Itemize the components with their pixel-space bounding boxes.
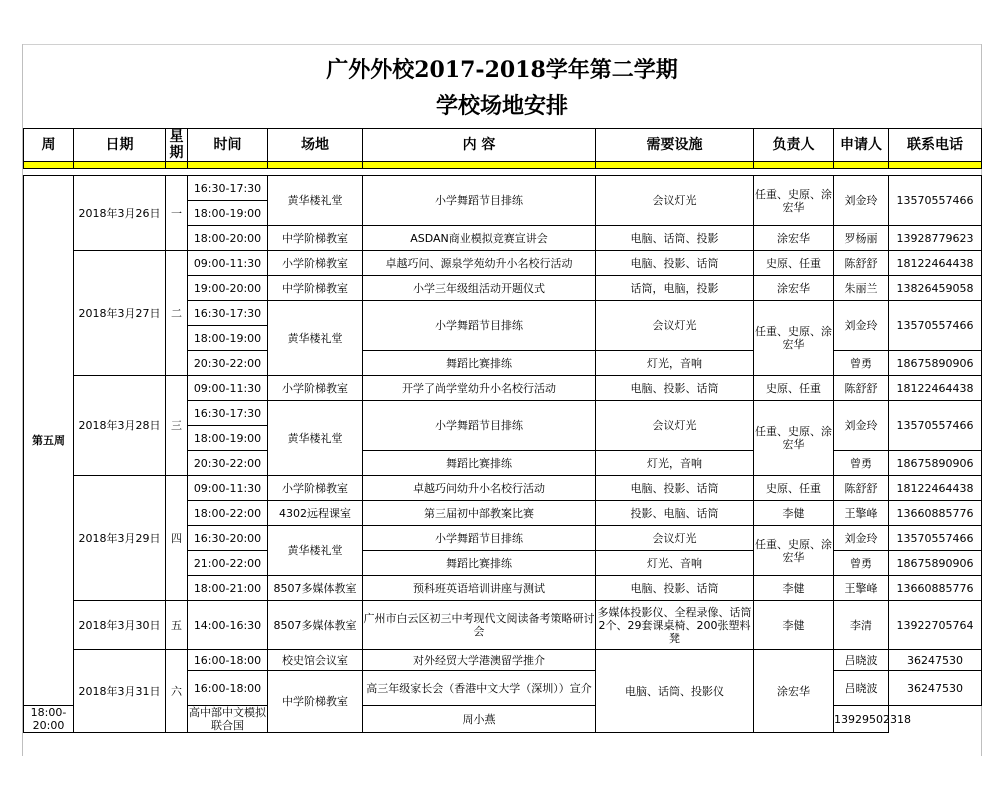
venue-cell: 小学阶梯教室 (268, 376, 363, 401)
date-cell: 2018年3月31日 (74, 650, 166, 733)
manager-cell: 任重、史原、涂宏华 (754, 176, 834, 226)
equipment-cell: 会议灯光 (596, 301, 754, 351)
equipment-cell: 电脑、话筒、投影 (596, 226, 754, 251)
table-row (24, 251, 982, 276)
content-cell: 高三年级家长会（香港中文大学（深圳））宣介 (363, 671, 596, 706)
equipment-cell: 灯光，音响 (596, 351, 754, 376)
phone-cell: 13922705764 (889, 601, 982, 650)
date-cell: 2018年3月26日 (74, 176, 166, 251)
content-cell: 舞蹈比赛排练 (363, 551, 596, 576)
weekday-cell: 五 (166, 601, 188, 650)
schedule-table (23, 128, 982, 733)
weekday-cell: 六 (166, 650, 188, 733)
manager-cell: 涂宏华 (754, 650, 834, 733)
time-cell: 18:00-22:00 (188, 501, 268, 526)
phone-cell: 36247530 (889, 650, 982, 671)
applicant-cell: 陈舒舒 (834, 251, 889, 276)
content-cell: 对外经贸大学港澳留学推介 (363, 650, 596, 671)
weekday-cell: 四 (166, 476, 188, 601)
time-cell: 16:00-18:00 (188, 671, 268, 706)
time-cell: 21:00-22:00 (188, 551, 268, 576)
content-cell: 舞蹈比赛排练 (363, 351, 596, 376)
time-cell: 20:30-22:00 (188, 451, 268, 476)
venue-cell: 黄华楼礼堂 (268, 526, 363, 576)
venue-cell: 小学阶梯教室 (268, 476, 363, 501)
date-cell: 2018年3月30日 (74, 601, 166, 650)
phone-cell: 18122464438 (889, 476, 982, 501)
equipment-cell: 电脑、话筒、投影仪 (596, 650, 754, 733)
phone-cell: 13660885776 (889, 576, 982, 601)
title-area (23, 44, 981, 129)
applicant-cell: 曾勇 (834, 551, 889, 576)
time-cell: 16:30-17:30 (188, 401, 268, 426)
time-cell: 18:00-20:00 (24, 706, 74, 733)
applicant-cell: 罗杨丽 (834, 226, 889, 251)
time-cell: 09:00-11:30 (188, 376, 268, 401)
header-highlight-row (24, 162, 982, 169)
weekday-cell: 一 (166, 176, 188, 251)
venue-cell: 8507多媒体教室 (268, 601, 363, 650)
equipment-cell: 电脑、投影、话筒 (596, 476, 754, 501)
content-cell: 第三届初中部教案比赛 (363, 501, 596, 526)
equipment-cell: 会议灯光 (596, 526, 754, 551)
time-cell: 18:00-21:00 (188, 576, 268, 601)
equipment-cell: 电脑、投影、话筒 (596, 376, 754, 401)
applicant-cell: 曾勇 (834, 451, 889, 476)
header-time: 时间 (188, 129, 268, 162)
phone-cell: 13570557466 (889, 401, 982, 451)
content-cell: 小学三年级组活动开题仪式 (363, 276, 596, 301)
header-week: 周 (24, 129, 74, 162)
weekday-cell: 三 (166, 376, 188, 476)
time-cell: 18:00-19:00 (188, 326, 268, 351)
header-weekday: 星期 (166, 129, 188, 162)
venue-cell: 黄华楼礼堂 (268, 301, 363, 376)
content-cell: 开学了尚学堂幼升小名校行活动 (363, 376, 596, 401)
content-cell: 小学舞蹈节目排练 (363, 301, 596, 351)
equipment-cell: 多媒体投影仪、全程录像、话筒2个、29套课桌椅、200张塑料凳 (596, 601, 754, 650)
table-row (24, 476, 982, 501)
applicant-cell: 刘金玲 (834, 401, 889, 451)
content-cell: 广州市白云区初三中考现代文阅读备考策略研讨会 (363, 601, 596, 650)
page-title: 广外外校2017-2018学年第二学期 (326, 57, 678, 83)
venue-cell: 4302远程课室 (268, 501, 363, 526)
applicant-cell: 王擎峰 (834, 576, 889, 601)
applicant-cell: 刘金玲 (834, 526, 889, 551)
phone-cell: 13928779623 (889, 226, 982, 251)
applicant-cell: 刘金玲 (834, 301, 889, 351)
time-cell: 14:00-16:30 (188, 601, 268, 650)
time-cell: 09:00-11:30 (188, 476, 268, 501)
content-cell: 卓越巧问、源泉学苑幼升小名校行活动 (363, 251, 596, 276)
manager-cell: 史原、任重 (754, 251, 834, 276)
header-content: 内 容 (363, 129, 596, 162)
content-cell: 高中部中文模拟联合国 (189, 706, 266, 732)
venue-cell: 8507多媒体教室 (268, 576, 363, 601)
applicant-cell: 刘金玲 (834, 176, 889, 226)
date-cell: 2018年3月29日 (74, 476, 166, 601)
phone-cell: 18122464438 (889, 376, 982, 401)
equipment-cell: 会议灯光 (596, 401, 754, 451)
time-cell: 16:00-18:00 (188, 650, 268, 671)
phone-cell: 18675890906 (889, 551, 982, 576)
time-cell: 19:00-20:00 (188, 276, 268, 301)
applicant-cell: 吕晓波 (834, 650, 889, 671)
manager-cell: 任重、史原、涂宏华 (754, 526, 834, 576)
manager-cell: 李健 (754, 601, 834, 650)
content-cell: 小学舞蹈节目排练 (363, 526, 596, 551)
applicant-cell: 陈舒舒 (834, 376, 889, 401)
venue-cell: 中学阶梯教室 (268, 226, 363, 251)
equipment-cell: 电脑、投影、话筒 (596, 251, 754, 276)
header-row (24, 129, 982, 162)
equipment-cell: 话筒，电脑，投影 (596, 276, 754, 301)
equipment-cell: 灯光、音响 (596, 551, 754, 576)
table-row (24, 176, 982, 201)
applicant-cell: 陈舒舒 (834, 476, 889, 501)
header-venue: 场地 (268, 129, 363, 162)
applicant-cell: 曾勇 (834, 351, 889, 376)
page-subtitle: 学校场地安排 (435, 93, 568, 119)
time-cell: 18:00-20:00 (188, 226, 268, 251)
venue-cell: 小学阶梯教室 (268, 251, 363, 276)
manager-cell: 史原、任重 (754, 476, 834, 501)
time-cell: 16:30-17:30 (188, 301, 268, 326)
manager-cell: 涂宏华 (754, 226, 834, 251)
manager-cell: 涂宏华 (754, 276, 834, 301)
venue-cell: 校史馆会议室 (268, 650, 363, 671)
phone-cell: 13570557466 (889, 301, 982, 351)
applicant-cell: 吕晓波 (834, 671, 889, 706)
phone-cell: 13570557466 (889, 526, 982, 551)
week-label: 第五周 (24, 176, 74, 706)
phone-cell: 18122464438 (889, 251, 982, 276)
time-cell: 18:00-19:00 (188, 201, 268, 226)
venue-cell: 中学阶梯教室 (268, 276, 363, 301)
phone-cell: 18675890906 (889, 351, 982, 376)
phone-cell: 13826459058 (889, 276, 982, 301)
content-cell: 预科班英语培训讲座与测试 (363, 576, 596, 601)
equipment-cell: 会议灯光 (596, 176, 754, 226)
phone-cell: 13660885776 (889, 501, 982, 526)
manager-cell: 李健 (754, 576, 834, 601)
manager-cell: 史原、任重 (754, 376, 834, 401)
time-cell: 20:30-22:00 (188, 351, 268, 376)
table-row (24, 601, 982, 650)
applicant-cell: 李清 (834, 601, 889, 650)
venue-cell: 中学阶梯教室 (268, 671, 363, 733)
weekday-cell: 二 (166, 251, 188, 376)
manager-cell: 李健 (754, 501, 834, 526)
equipment-cell: 投影、电脑、话筒 (596, 501, 754, 526)
time-cell: 18:00-19:00 (188, 426, 268, 451)
phone-cell: 18675890906 (889, 451, 982, 476)
phone-cell: 36247530 (889, 671, 982, 706)
equipment-cell: 灯光，音响 (596, 451, 754, 476)
header-manager: 负责人 (754, 129, 834, 162)
header-applicant: 申请人 (834, 129, 889, 162)
applicant-cell: 朱丽兰 (834, 276, 889, 301)
table-row (24, 376, 982, 401)
time-cell: 16:30-20:00 (188, 526, 268, 551)
time-cell: 09:00-11:30 (188, 251, 268, 276)
applicant-cell: 周小燕 (363, 706, 596, 733)
schedule-sheet (22, 44, 982, 756)
content-cell: 小学舞蹈节目排练 (363, 176, 596, 226)
time-cell: 16:30-17:30 (188, 176, 268, 201)
date-cell: 2018年3月27日 (74, 251, 166, 376)
header-date: 日期 (74, 129, 166, 162)
equipment-cell: 电脑、投影、话筒 (596, 576, 754, 601)
header-equipment: 需要设施 (596, 129, 754, 162)
manager-cell: 任重、史原、涂宏华 (754, 301, 834, 376)
venue-cell: 黄华楼礼堂 (268, 401, 363, 476)
content-cell: 舞蹈比赛排练 (363, 451, 596, 476)
spacer-row (24, 169, 982, 176)
manager-cell: 任重、史原、涂宏华 (754, 401, 834, 476)
date-cell: 2018年3月28日 (74, 376, 166, 476)
content-cell: ASDAN商业模拟竞赛宣讲会 (363, 226, 596, 251)
phone-cell: 13929502318 (834, 706, 889, 733)
phone-cell: 13570557466 (889, 176, 982, 226)
content-cell: 卓越巧问幼升小名校行活动 (363, 476, 596, 501)
header-phone: 联系电话 (889, 129, 982, 162)
venue-cell: 黄华楼礼堂 (268, 176, 363, 226)
content-cell: 小学舞蹈节目排练 (363, 401, 596, 451)
applicant-cell: 王擎峰 (834, 501, 889, 526)
table-row (24, 650, 982, 671)
